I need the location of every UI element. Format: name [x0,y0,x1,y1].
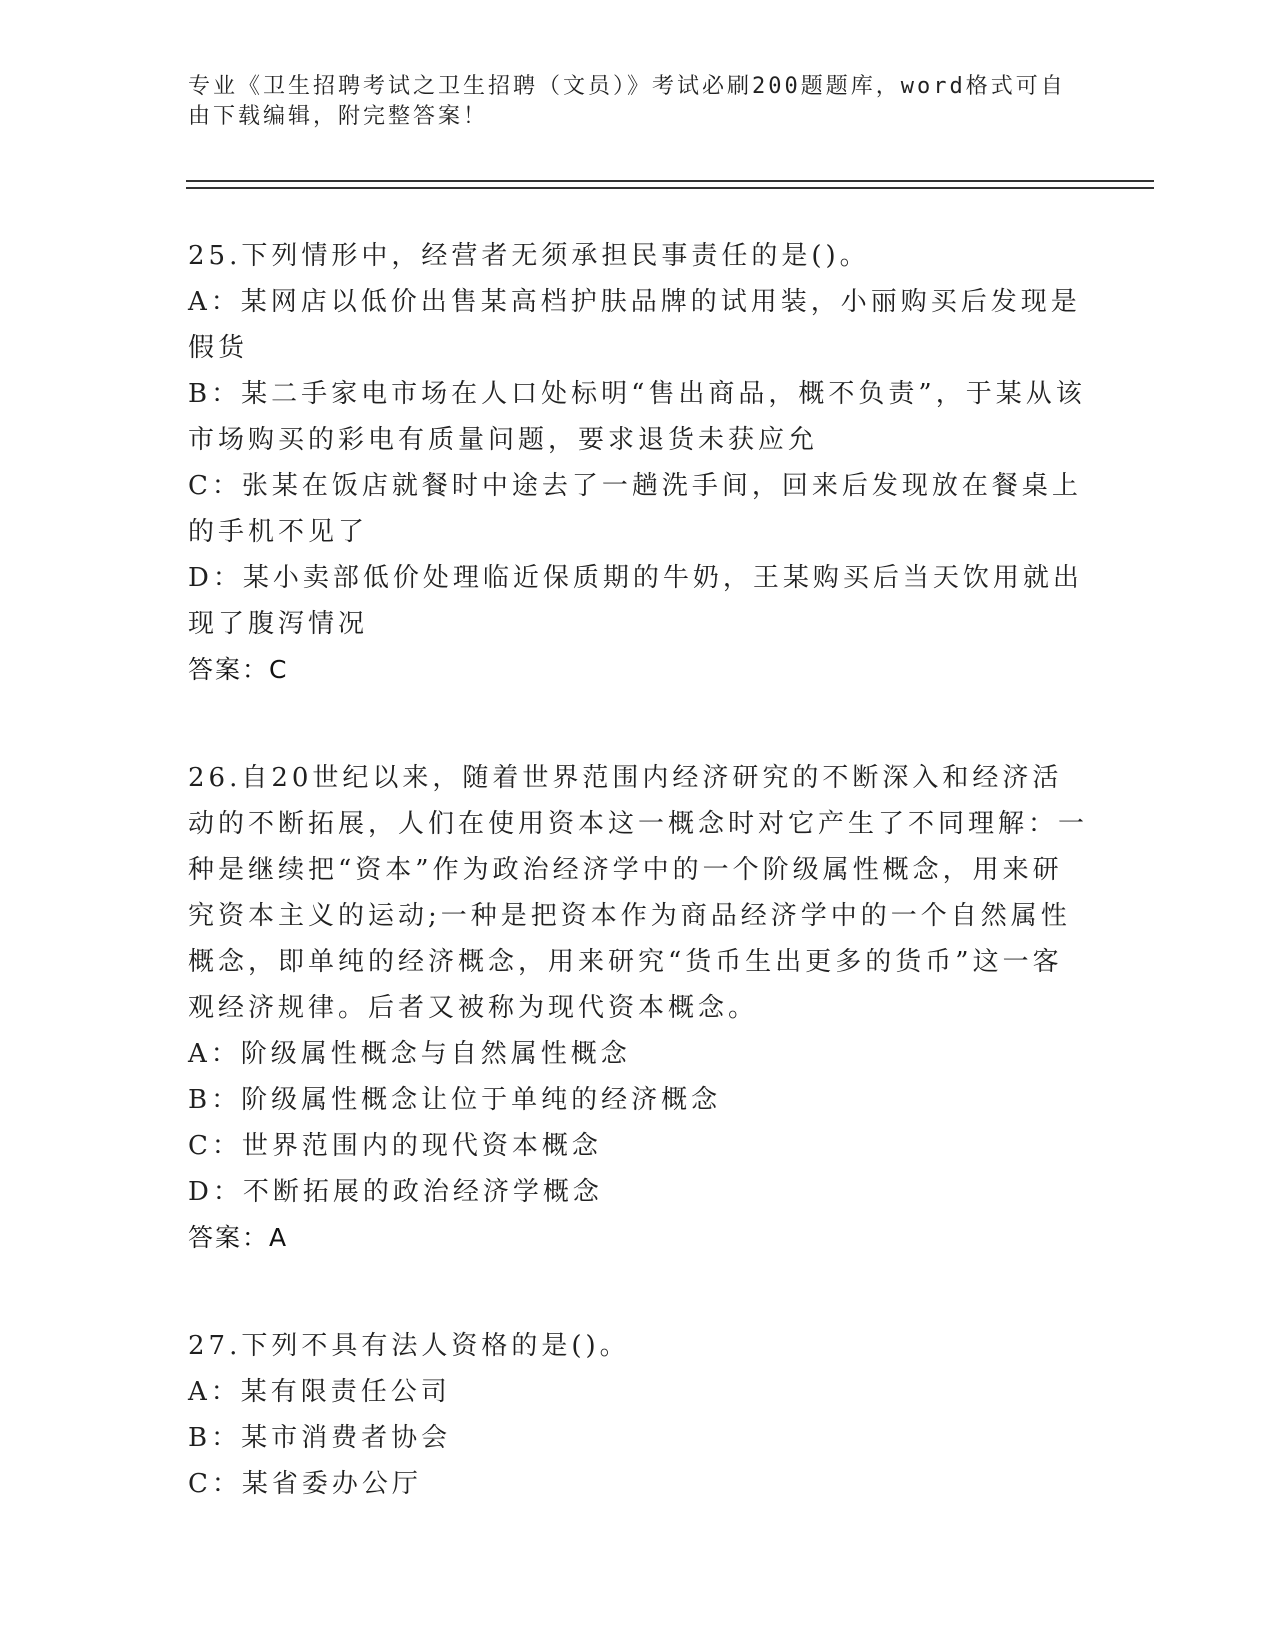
question-list [188,233,1088,1507]
option-a: A：某有限责任公司 [188,1377,451,1407]
answer: 答案：C [188,655,289,684]
option-b: B：某市消费者协会 [188,1423,452,1453]
option-c: C：某省委办公厅 [188,1469,422,1499]
question-stem: 27.下列不具有法人资格的是()。 [188,1331,630,1361]
question-25 [188,233,1088,693]
question-stem: 25.下列情形中，经营者无须承担民事责任的是()。 [188,241,870,271]
question-26 [188,755,1088,1261]
option-d: D：某小卖部低价处理临近保质期的牛奶，王某购买后当天饮用就出现了腹泻情况 [188,563,1083,639]
option-c: C：张某在饭店就餐时中途去了一趟洗手间，回来后发现放在餐桌上的手机不见了 [188,471,1082,547]
header-line-2: 由下载编辑，附完整答案！ [188,104,489,129]
answer: 答案：A [188,1223,289,1252]
option-b: B：某二手家电市场在人口处标明“售出商品，概不负责”，于某从该市场购买的彩电有质量问题，要求退货未获应允 [188,379,1086,455]
header-divider-bottom [186,187,1154,189]
option-a: A：某网店以低价出售某高档护肤品牌的试用装，小丽购买后发现是假货 [188,287,1081,363]
question-stem: 26.自20世纪以来，随着世界范围内经济研究的不断深入和经济活动的不断拓展，人们在使用资本这一概念时对它产生了不同理解：一种是继续把“资本”作为政治经济学中的一个阶级属性概念，用来研究资本主义的运动;一种是把资本作为商品经济学中的一个自然属性概念，即单纯的经济概念，用来研究“货币生出更多的货币”这一客观经济规律。后者又被称为现代资本概念。 [188,763,1089,1023]
question-spacer [188,693,1088,755]
header-line-1: 专业《卫生招聘考试之卫生招聘（文员）》考试必刷200题题库，word格式可自 [188,74,1066,99]
option-c: C：世界范围内的现代资本概念 [188,1131,602,1161]
option-b: B：阶级属性概念让位于单纯的经济概念 [188,1085,722,1115]
header-divider-top [186,180,1154,182]
option-a: A：阶级属性概念与自然属性概念 [188,1039,631,1069]
option-d: D：不断拓展的政治经济学概念 [188,1177,603,1207]
question-spacer [188,1261,1088,1323]
question-27 [188,1323,1088,1507]
document-header [188,72,1088,132]
